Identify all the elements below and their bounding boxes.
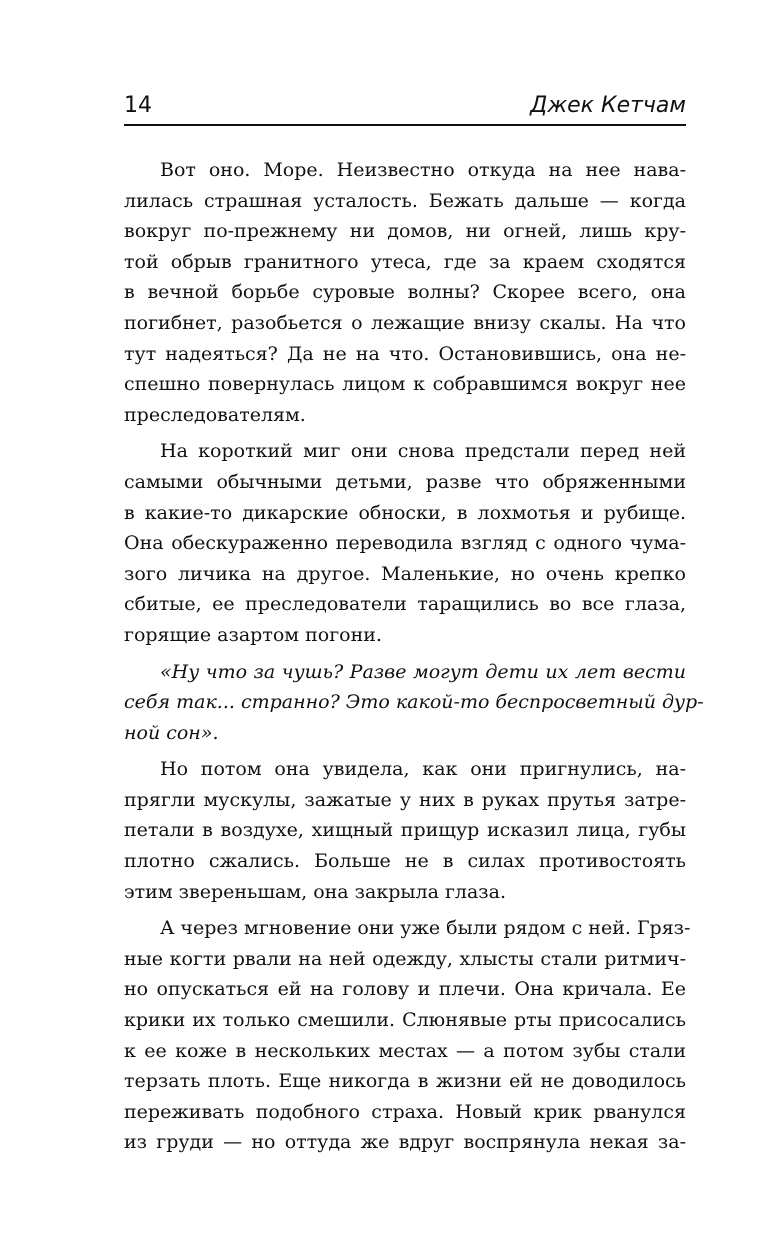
text-line: зого личика на другое. Маленькие, но очень крепко: [124, 562, 686, 585]
text-line: ной сон».: [124, 721, 219, 744]
text-line: лилась страшная усталость. Бежать дальше — когда: [124, 189, 686, 212]
text-line: плотно сжались. Больше не в силах противостоять: [124, 850, 686, 873]
text-line: преследователям.: [124, 403, 306, 426]
text-line: Но потом она увидела, как они пригнулись, на-: [160, 758, 686, 781]
text-line: к ее коже в нескольких местах — а потом зубы стали: [124, 1039, 686, 1062]
text-line: из груди — но оттуда же вдруг воспрянула некая за-: [124, 1131, 686, 1154]
text-line: терзать плоть. Еще никогда в жизни ей не доводилось: [124, 1070, 686, 1093]
text-line: в какие-то дикарские обноски, в лохмотья и рубище.: [124, 501, 686, 524]
text-line: Она обескураженно переводила взгляд с одного чума-: [124, 532, 686, 555]
text-line: Вот оно. Море. Неизвестно откуда на нее нава-: [160, 159, 686, 181]
text-line: сбитые, ее преследователи таращились во все глаза,: [124, 593, 686, 616]
text-line: горящие азартом погони.: [124, 623, 382, 646]
text-line: погибнет, разобьется о лежащие внизу скалы. На что: [124, 311, 686, 334]
paragraph-4: [124, 754, 686, 907]
body-text: [124, 155, 704, 1158]
text-line: самыми обычными детьми, разве что обряженными: [124, 470, 686, 493]
text-line: переживать подобного страха. Новый крик рванулся: [124, 1100, 686, 1123]
text-line: в вечной борьбе суровые волны? Скорее всего, она: [124, 281, 686, 304]
paragraph-5: [124, 913, 691, 1158]
text-line: спешно повернулась лицом к собравшимся вокруг нее: [124, 373, 686, 396]
text-line: но опускаться ей на голову и плечи. Она кричала. Ее: [124, 978, 686, 1001]
text-line: себя так... странно? Это какой-то беспросветный дур-: [124, 691, 704, 714]
text-line: вокруг по-прежнему ни домов, ни огней, лишь кру-: [124, 220, 686, 243]
text-line: петали в воздухе, хищный прищур исказил лица, губы: [124, 819, 686, 842]
text-line: ные когти рвали на ней одежду, хлысты стали ритмич-: [124, 947, 686, 970]
page-number: 14: [124, 93, 152, 118]
text-line: крики их только смешили. Слюнявые рты присосались: [124, 1009, 686, 1032]
text-line: той обрыв гранитного утеса, где за краем сходятся: [124, 250, 686, 273]
running-head-author: Джек Кетчам: [530, 93, 686, 118]
text-line: А через мгновение они уже были рядом с ней. Гряз-: [160, 917, 691, 940]
text-line: На короткий миг они снова предстали перед ней: [160, 440, 686, 463]
page-header: [124, 92, 686, 126]
paragraph-2: [124, 436, 686, 650]
text-line: этим звереньшам, она закрыла глаза.: [124, 880, 507, 903]
text-line: тут надеяться? Да не на что. Остановившись, она не-: [124, 342, 686, 365]
paragraph-3-italic: [124, 657, 704, 749]
paragraph-1: [124, 155, 686, 430]
text-line: «Ну что за чушь? Разве могут дети их лет вести: [160, 660, 686, 683]
text-line: прягли мускулы, зажатые у них в руках прутья затре-: [124, 788, 686, 811]
